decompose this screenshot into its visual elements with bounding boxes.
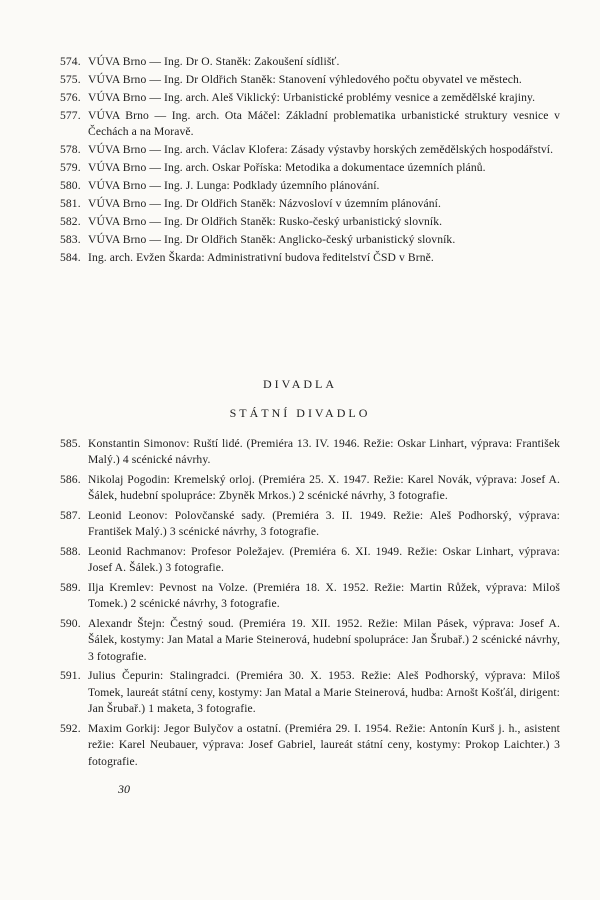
entry-number: 589. (60, 581, 81, 594)
entry-text: Julius Čepurin: Stalingradci. (Premiéra 30. X. 1953. Režie: Aleš Podhorský, výprava: Miloš Tomek, laureát státní ceny, kostymy: Jan Matal a Marie Steinerová, hudba: Arnošt Košťál, dirigent: Jan Šrubař.) 1 maketa, 3 fotografie. (88, 669, 560, 716)
entry-text: VÚVA Brno — Ing. arch. Ota Máčel: Základní problematika urbanistické struktury vesnice v Čechách a na Moravě. (88, 109, 560, 139)
catalog-list-top (60, 54, 560, 268)
entry-text: Leonid Leonov: Polovčanské sady. (Premiéra 3. II. 1949. Režie: Aleš Podhorský, výprava: František Malý.) 3 scénické návrhy, 3 fotografie. (88, 509, 560, 539)
entry-number: 576. (60, 91, 81, 104)
entry-number: 584. (60, 251, 81, 265)
entry-text: VÚVA Brno — Ing. arch. Oskar Poříska: Metodika a dokumentace územních plánů. (88, 161, 486, 175)
entry-text: Ilja Kremlev: Pevnost na Volze. (Premiéra 18. X. 1952. Režie: Martin Růžek, výprava: Miloš Tomek.) 2 scénické návrhy, 3 fotografie. (88, 581, 560, 611)
entry-number: 577. (60, 109, 81, 122)
entry-text: Ing. arch. Evžen Škarda: Administrativní budova ředitelství ČSD v Brně. (88, 251, 434, 265)
entry-number: 587. (60, 509, 81, 522)
catalog-entry (60, 544, 560, 577)
catalog-entry (60, 508, 560, 541)
catalog-entry (60, 616, 560, 665)
catalog-entry (60, 232, 560, 248)
entry-number: 575. (60, 73, 81, 86)
entry-number: 585. (60, 437, 81, 450)
catalog-entry (60, 178, 560, 194)
entry-text: VÚVA Brno — Ing. Dr Oldřich Staněk: Anglicko-český urbanistický slovník. (88, 233, 456, 247)
entry-number: 582. (60, 215, 81, 229)
catalog-entry (60, 108, 560, 141)
catalog-entry (60, 142, 560, 158)
entry-text: VÚVA Brno — Ing. Dr Oldřich Staněk: Rusko-český urbanistický slovník. (88, 215, 443, 229)
entry-text: VÚVA Brno — Ing. arch. Václav Klofera: Zásady výstavby horských zemědělských hospodářství. (88, 143, 554, 157)
catalog-entry (60, 472, 560, 505)
entry-number: 580. (60, 179, 81, 193)
entry-number: 590. (60, 617, 81, 630)
entry-text: Leonid Rachmanov: Profesor Poležajev. (Premiéra 6. XI. 1949. Režie: Oskar Linhart, výprava: Josef A. Šálek.) 3 fotografie. (88, 545, 560, 575)
entry-number: 581. (60, 197, 81, 211)
page-number: 30 (118, 782, 130, 796)
entry-text: Alexandr Štejn: Čestný soud. (Premiéra 19. XII. 1952. Režie: Milan Pásek, výprava: Josef A. Šálek, kostymy: Jan Matal a Marie Steinerová, hudební spolupráce: Jan Šrubař.) 2 scénické návrhy, 3 fotografie. (88, 617, 560, 663)
entry-text: VÚVA Brno — Ing. arch. Aleš Viklický: Urbanistické problémy vesnice a zemědělské krajiny. (88, 91, 536, 104)
section-heading: DIVADLA (262, 377, 338, 391)
catalog-list-bottom (60, 436, 560, 773)
subsection-heading: STÁTNÍ DIVADLO (229, 406, 371, 420)
catalog-entry (60, 721, 560, 770)
catalog-entry (60, 580, 560, 613)
entry-number: 579. (60, 161, 81, 175)
entry-text: VÚVA Brno — Ing. Dr O. Staněk: Zakoušení sídlišť. (88, 55, 340, 68)
entry-text: Nikolaj Pogodin: Kremelský orloj. (Premiéra 25. X. 1947. Režie: Karel Novák, výprava: Josef A. Šálek, hudební spolupráce: Zbyněk Mrkos.) 2 scénické návrhy, 3 fotografie. (88, 473, 560, 503)
entry-number: 583. (60, 233, 81, 247)
entry-number: 586. (60, 473, 81, 486)
entry-number: 592. (60, 721, 81, 735)
catalog-entry (60, 54, 560, 70)
catalog-entry (60, 214, 560, 230)
entry-number: 588. (60, 545, 81, 558)
entry-text: Maxim Gorkij: Jegor Bulyčov a ostatní. (Premiéra 29. I. 1954. Režie: Antonín Kurš j. h., asistent režie: Karel Neubauer, výprava: Josef Gabriel, laureát státní ceny, kostymy: Prokop Laichter.) 3 fotografie. (88, 721, 560, 768)
entry-text: Konstantin Simonov: Ruští lidé. (Premiéra 13. IV. 1946. Režie: Oskar Linhart, výprava: František Malý.) 4 scénické návrhy. (88, 437, 560, 467)
catalog-entry (60, 160, 560, 176)
entry-text: VÚVA Brno — Ing. J. Lunga: Podklady územního plánování. (88, 179, 380, 193)
catalog-entry (60, 72, 560, 88)
catalog-entry (60, 668, 560, 717)
catalog-entry (60, 250, 560, 266)
entry-number: 578. (60, 143, 81, 157)
catalog-entry (60, 436, 560, 469)
catalog-entry (60, 196, 560, 212)
entry-number: 591. (60, 669, 81, 683)
entry-number: 574. (60, 55, 81, 68)
entry-text: VÚVA Brno — Ing. Dr Oldřich Staněk: Stanovení výhledového počtu obyvatel ve městech. (88, 73, 522, 86)
catalog-entry (60, 90, 560, 106)
entry-text: VÚVA Brno — Ing. Dr Oldřich Staněk: Názvosloví v územním plánování. (88, 197, 441, 211)
